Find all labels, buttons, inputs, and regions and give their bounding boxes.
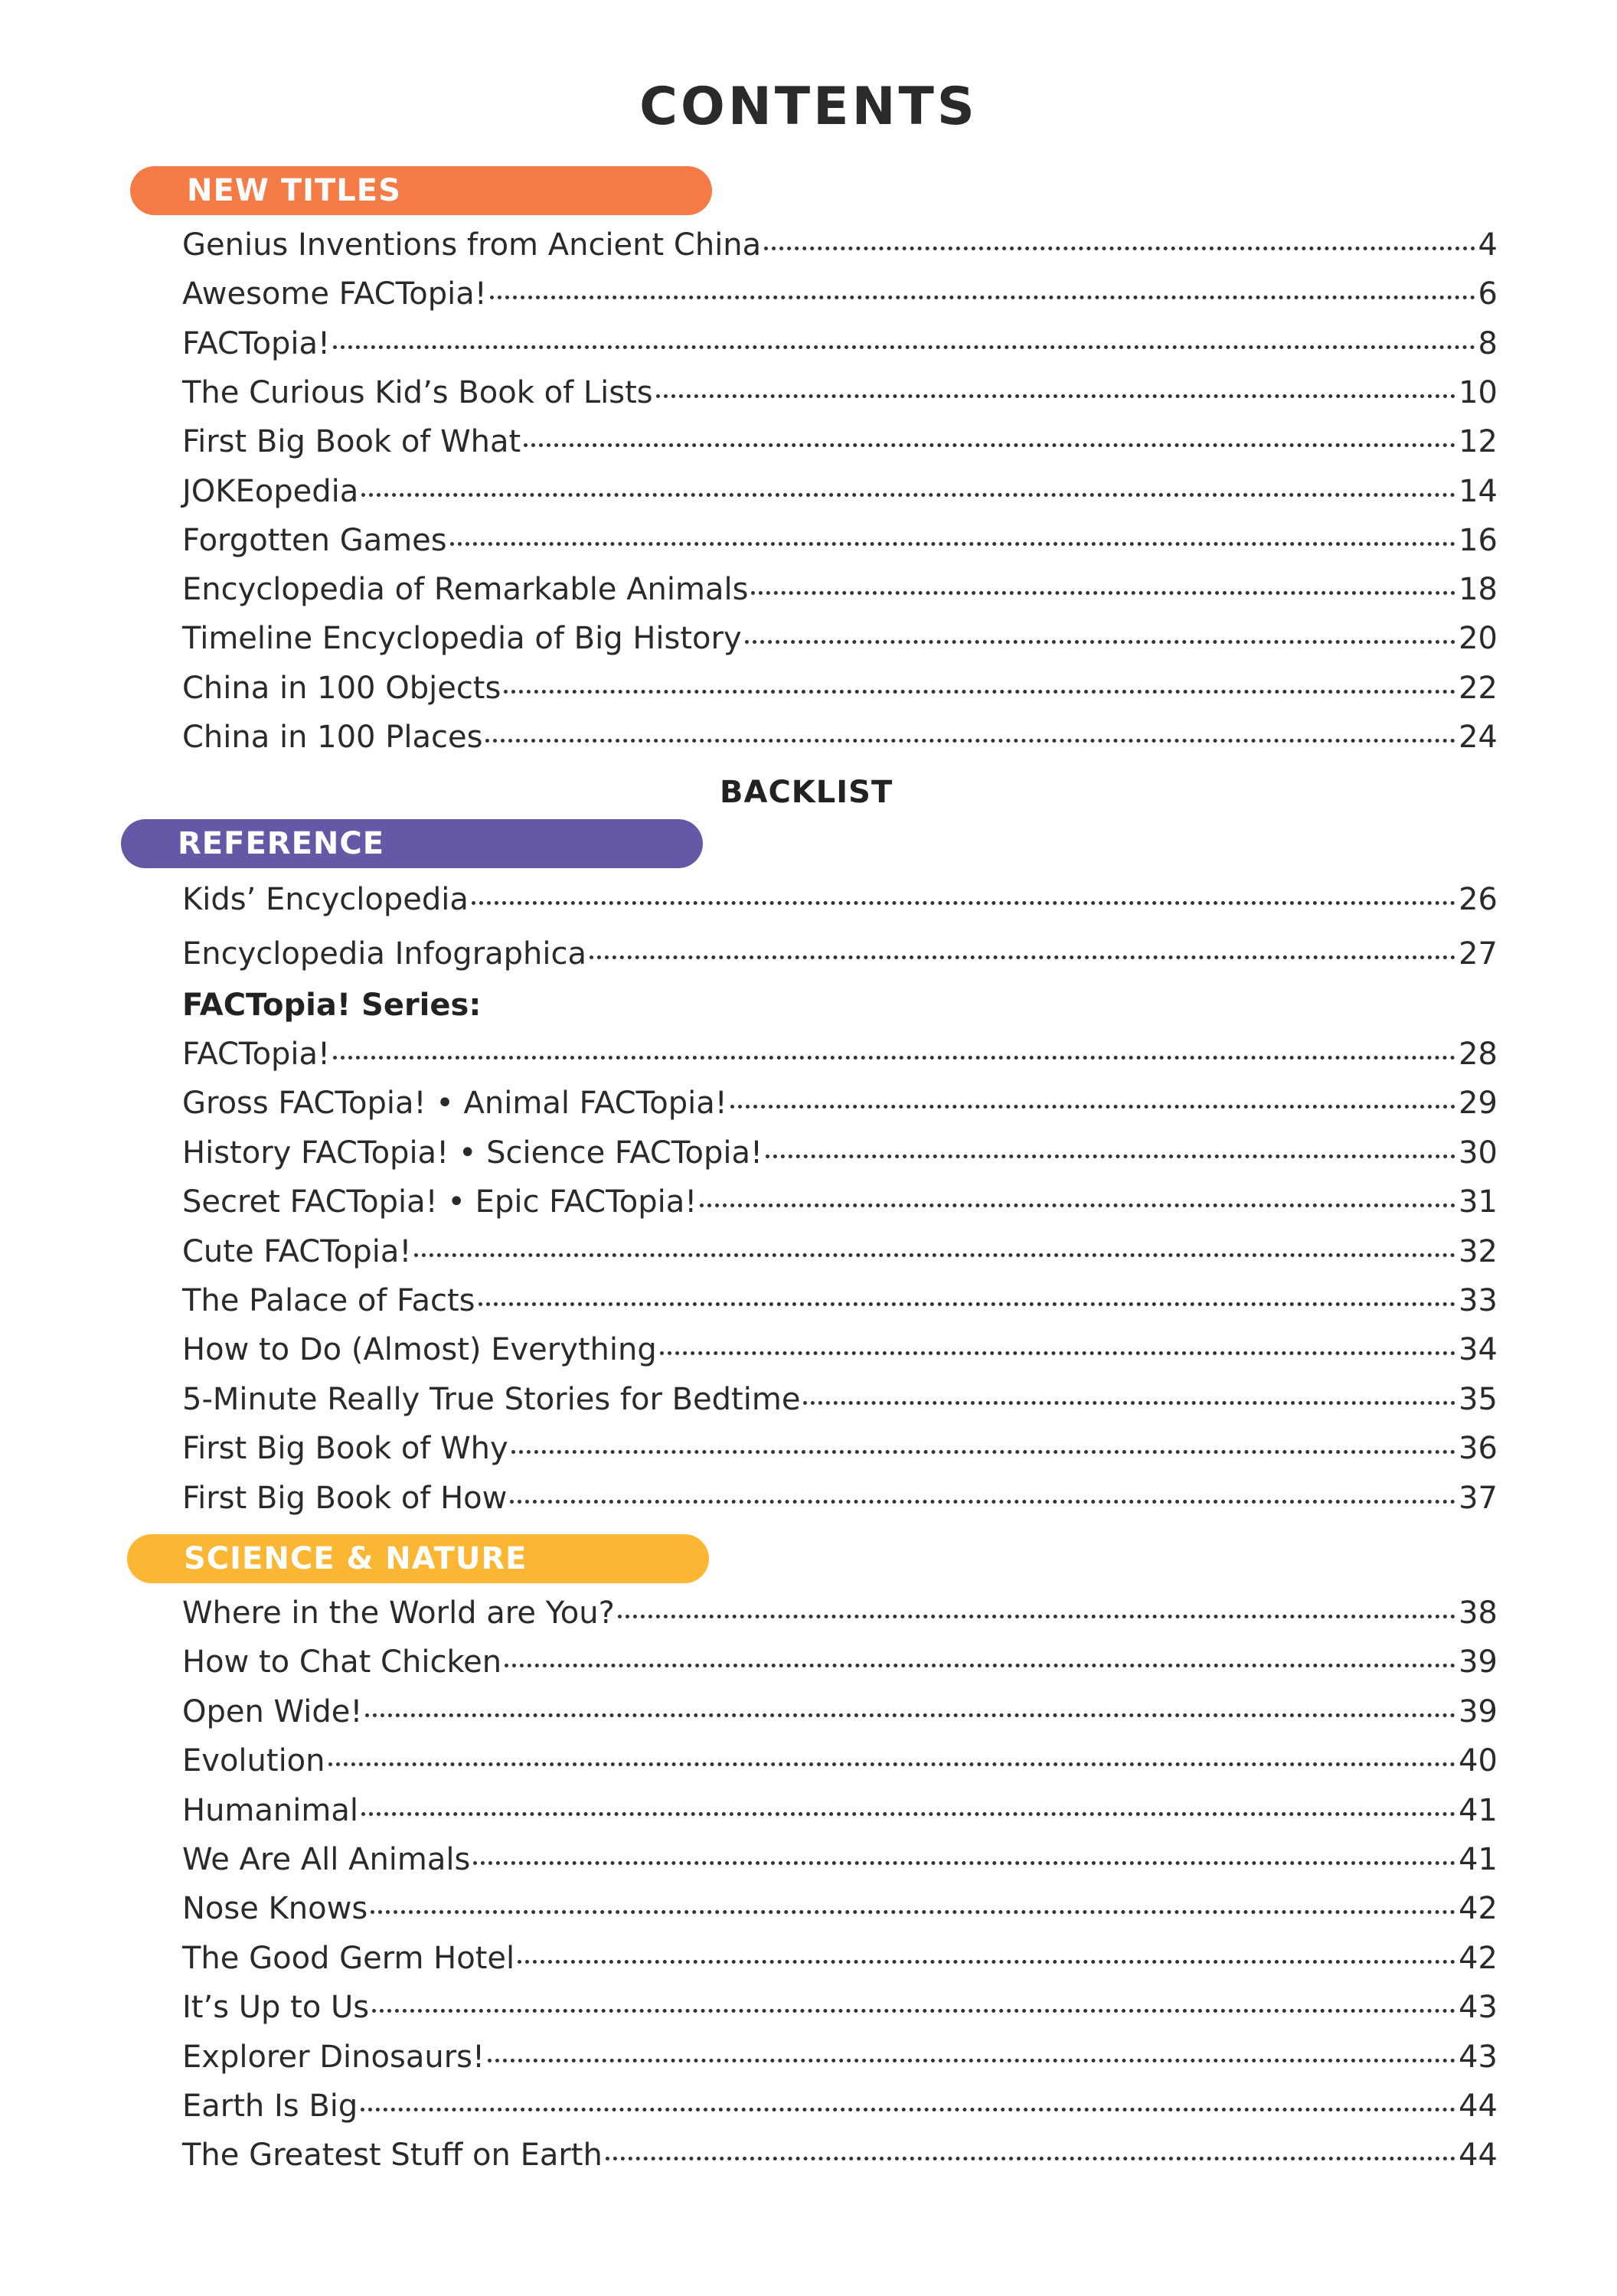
toc-entry[interactable] [182,370,1498,416]
toc-entry-page: 38 [1459,1595,1498,1631]
toc-entry[interactable] [182,1278,1498,1324]
toc-entry[interactable] [182,271,1498,317]
toc-entry-title: How to Do (Almost) Everything [182,1332,657,1368]
dot-leader [333,1056,1455,1060]
series-heading: FACTopia! Series: [182,988,482,1023]
dot-leader [510,1500,1455,1504]
toc-entry-page: 39 [1459,1693,1498,1729]
dot-leader [365,1713,1455,1717]
section-header-reference: REFERENCE [121,819,703,868]
toc-entry-page: 44 [1459,2138,1498,2174]
toc-entry-page: 12 [1459,424,1498,460]
toc-entry[interactable] [182,419,1498,465]
toc-entry[interactable] [182,2132,1498,2178]
toc-entry-title: The Good Germ Hotel [182,1940,515,1976]
toc-entry-page: 10 [1459,374,1498,410]
toc-entry-title: Timeline Encyclopedia of Big History [182,621,742,657]
dot-leader [472,901,1455,905]
toc-entry-page: 32 [1459,1233,1498,1269]
toc-entry-page: 6 [1478,276,1498,312]
toc-entry-title: Awesome FACTopia! [182,276,487,312]
toc-entry-title: FACTopia! [182,325,331,361]
dot-leader [328,1762,1456,1766]
dot-leader [490,296,1475,299]
dot-leader [361,493,1455,497]
dot-leader [450,542,1455,546]
toc-entry-title: First Big Book of Why [182,1431,508,1467]
toc-entry-title: Evolution [182,1743,325,1779]
dot-leader [590,955,1455,959]
toc-entry[interactable] [182,1327,1498,1373]
section-header-new-titles: NEW TITLES [130,166,712,215]
toc-entry-page: 33 [1459,1283,1498,1318]
toc-entry[interactable] [182,1689,1498,1735]
toc-entry-page: 34 [1459,1332,1498,1368]
toc-entry[interactable] [182,714,1498,760]
toc-entry[interactable] [182,1590,1498,1636]
dot-leader [730,1105,1455,1109]
toc-entry[interactable] [182,877,1498,923]
dot-leader [751,591,1455,595]
toc-entry-page: 14 [1459,473,1498,509]
dot-leader [518,1960,1455,1964]
dot-leader [414,1253,1455,1257]
toc-entry-title: Genius Inventions from Ancient China [182,227,762,263]
toc-entry-title: Forgotten Games [182,522,447,558]
toc-entry-title: History FACTopia! • Science FACTopia! [182,1135,763,1171]
toc-entry[interactable] [182,2083,1498,2129]
toc-entry[interactable] [182,2034,1498,2080]
toc-entry-page: 16 [1459,522,1498,558]
dot-leader [485,739,1455,743]
toc-entry[interactable] [182,567,1498,612]
toc-entry[interactable] [182,1639,1498,1685]
dot-leader [505,1664,1455,1667]
toc-entry-title: Nose Knows [182,1891,368,1927]
toc-entry[interactable] [182,616,1498,661]
page-title: CONTENTS [639,77,978,137]
toc-entry-page: 4 [1478,227,1498,263]
toc-entry-page: 35 [1459,1381,1498,1417]
toc-entry[interactable] [182,1130,1498,1176]
toc-entry-page: 30 [1459,1135,1498,1171]
toc-entry-title: Where in the World are You? [182,1595,615,1631]
toc-entry[interactable] [182,1475,1498,1521]
toc-entry-page: 42 [1459,1940,1498,1976]
toc-entry[interactable] [182,1935,1498,1981]
toc-entry-title: FACTopia! [182,1037,331,1072]
toc-entry[interactable] [182,222,1498,268]
toc-entry-page: 18 [1459,572,1498,608]
dot-leader [764,247,1475,250]
toc-entry-page: 27 [1459,936,1498,972]
toc-entry-page: 42 [1459,1891,1498,1927]
dot-leader [333,345,1475,349]
toc-entry[interactable] [182,1984,1498,2030]
backlist-heading: BACKLIST [720,775,893,810]
dot-leader [766,1155,1455,1158]
dot-leader [511,1450,1455,1454]
dot-leader [745,640,1455,644]
toc-entry-page: 41 [1459,1842,1498,1877]
toc-entry-title: Humanimal [182,1792,358,1828]
section-header-science-nature: SCIENCE & NATURE [127,1534,709,1583]
toc-entry[interactable] [182,665,1498,711]
toc-entry-title: The Greatest Stuff on Earth [182,2138,603,2174]
toc-entry-page: 22 [1459,670,1498,706]
toc-entry-title: JOKEopedia [182,473,359,509]
dot-leader [606,2157,1455,2160]
toc-entry-title: China in 100 Objects [182,670,501,706]
dot-leader [473,1861,1455,1865]
toc-entry-title: Explorer Dinosaurs! [182,2039,485,2075]
toc-entry-page: 20 [1459,621,1498,657]
dot-leader [488,2059,1455,2062]
toc-entry-page: 41 [1459,1792,1498,1828]
toc-entry[interactable] [182,1837,1498,1883]
toc-entry[interactable] [182,1080,1498,1126]
dot-leader [361,1812,1455,1816]
toc-entry-page: 39 [1459,1644,1498,1680]
toc-entry-page: 8 [1478,325,1498,361]
dot-leader [803,1401,1455,1405]
toc-entry[interactable] [182,518,1498,563]
toc-entry-title: How to Chat Chicken [182,1644,502,1680]
dot-leader [371,1910,1455,1914]
toc-entry-page: 29 [1459,1086,1498,1122]
toc-entry-title: 5-Minute Really True Stories for Bedtime [182,1381,801,1417]
toc-entry-title: Kids’ Encyclopedia [182,882,469,917]
toc-entry-title: Encyclopedia Infographica [182,936,587,972]
toc-entry[interactable] [182,321,1498,367]
dot-leader [372,2009,1455,2013]
toc-entry-page: 37 [1459,1480,1498,1516]
toc-entry-title: Gross FACTopia! • Animal FACTopia! [182,1086,727,1122]
toc-entry-title: Open Wide! [182,1693,363,1729]
toc-entry-page: 28 [1459,1037,1498,1072]
toc-entry-title: It’s Up to Us [182,1990,370,2026]
toc-entry-title: Cute FACTopia! [182,1233,412,1269]
toc-entry-title: The Curious Kid’s Book of Lists [182,374,653,410]
toc-entry[interactable] [182,1738,1498,1784]
toc-entry[interactable] [182,469,1498,514]
toc-entry-page: 43 [1459,1990,1498,2026]
toc-entry-page: 24 [1459,720,1498,755]
toc-entry-title: China in 100 Places [182,720,483,755]
toc-entry[interactable] [182,931,1498,977]
dot-leader [524,443,1455,447]
toc-entry-title: First Big Book of What [182,424,521,460]
dot-leader [618,1615,1455,1618]
dot-leader [479,1302,1456,1306]
toc-entry-page: 44 [1459,2089,1498,2124]
toc-entry-title: The Palace of Facts [182,1283,475,1318]
toc-entry[interactable] [182,1031,1498,1077]
toc-entry-page: 31 [1459,1184,1498,1220]
toc-entry-title: Earth Is Big [182,2089,358,2124]
dot-leader [656,394,1455,398]
toc-entry-page: 43 [1459,2039,1498,2075]
toc-entry-title: Secret FACTopia! • Epic FACTopia! [182,1184,697,1220]
dot-leader [700,1204,1455,1207]
toc-entry-page: 40 [1459,1743,1498,1779]
toc-entry-title: We Are All Animals [182,1842,471,1877]
toc-entry[interactable] [182,1788,1498,1834]
toc-entry-page: 36 [1459,1431,1498,1467]
toc-entry[interactable] [182,1179,1498,1225]
toc-entry-title: First Big Book of How [182,1480,508,1516]
dot-leader [361,2108,1455,2111]
toc-entry-title: Encyclopedia of Remarkable Animals [182,572,749,608]
toc-entry[interactable] [182,1886,1498,1932]
dot-leader [660,1351,1455,1355]
toc-entry[interactable] [182,1377,1498,1422]
toc-entry-page: 26 [1459,882,1498,917]
toc-entry[interactable] [182,1426,1498,1471]
toc-entry[interactable] [182,1229,1498,1275]
dot-leader [504,690,1455,694]
